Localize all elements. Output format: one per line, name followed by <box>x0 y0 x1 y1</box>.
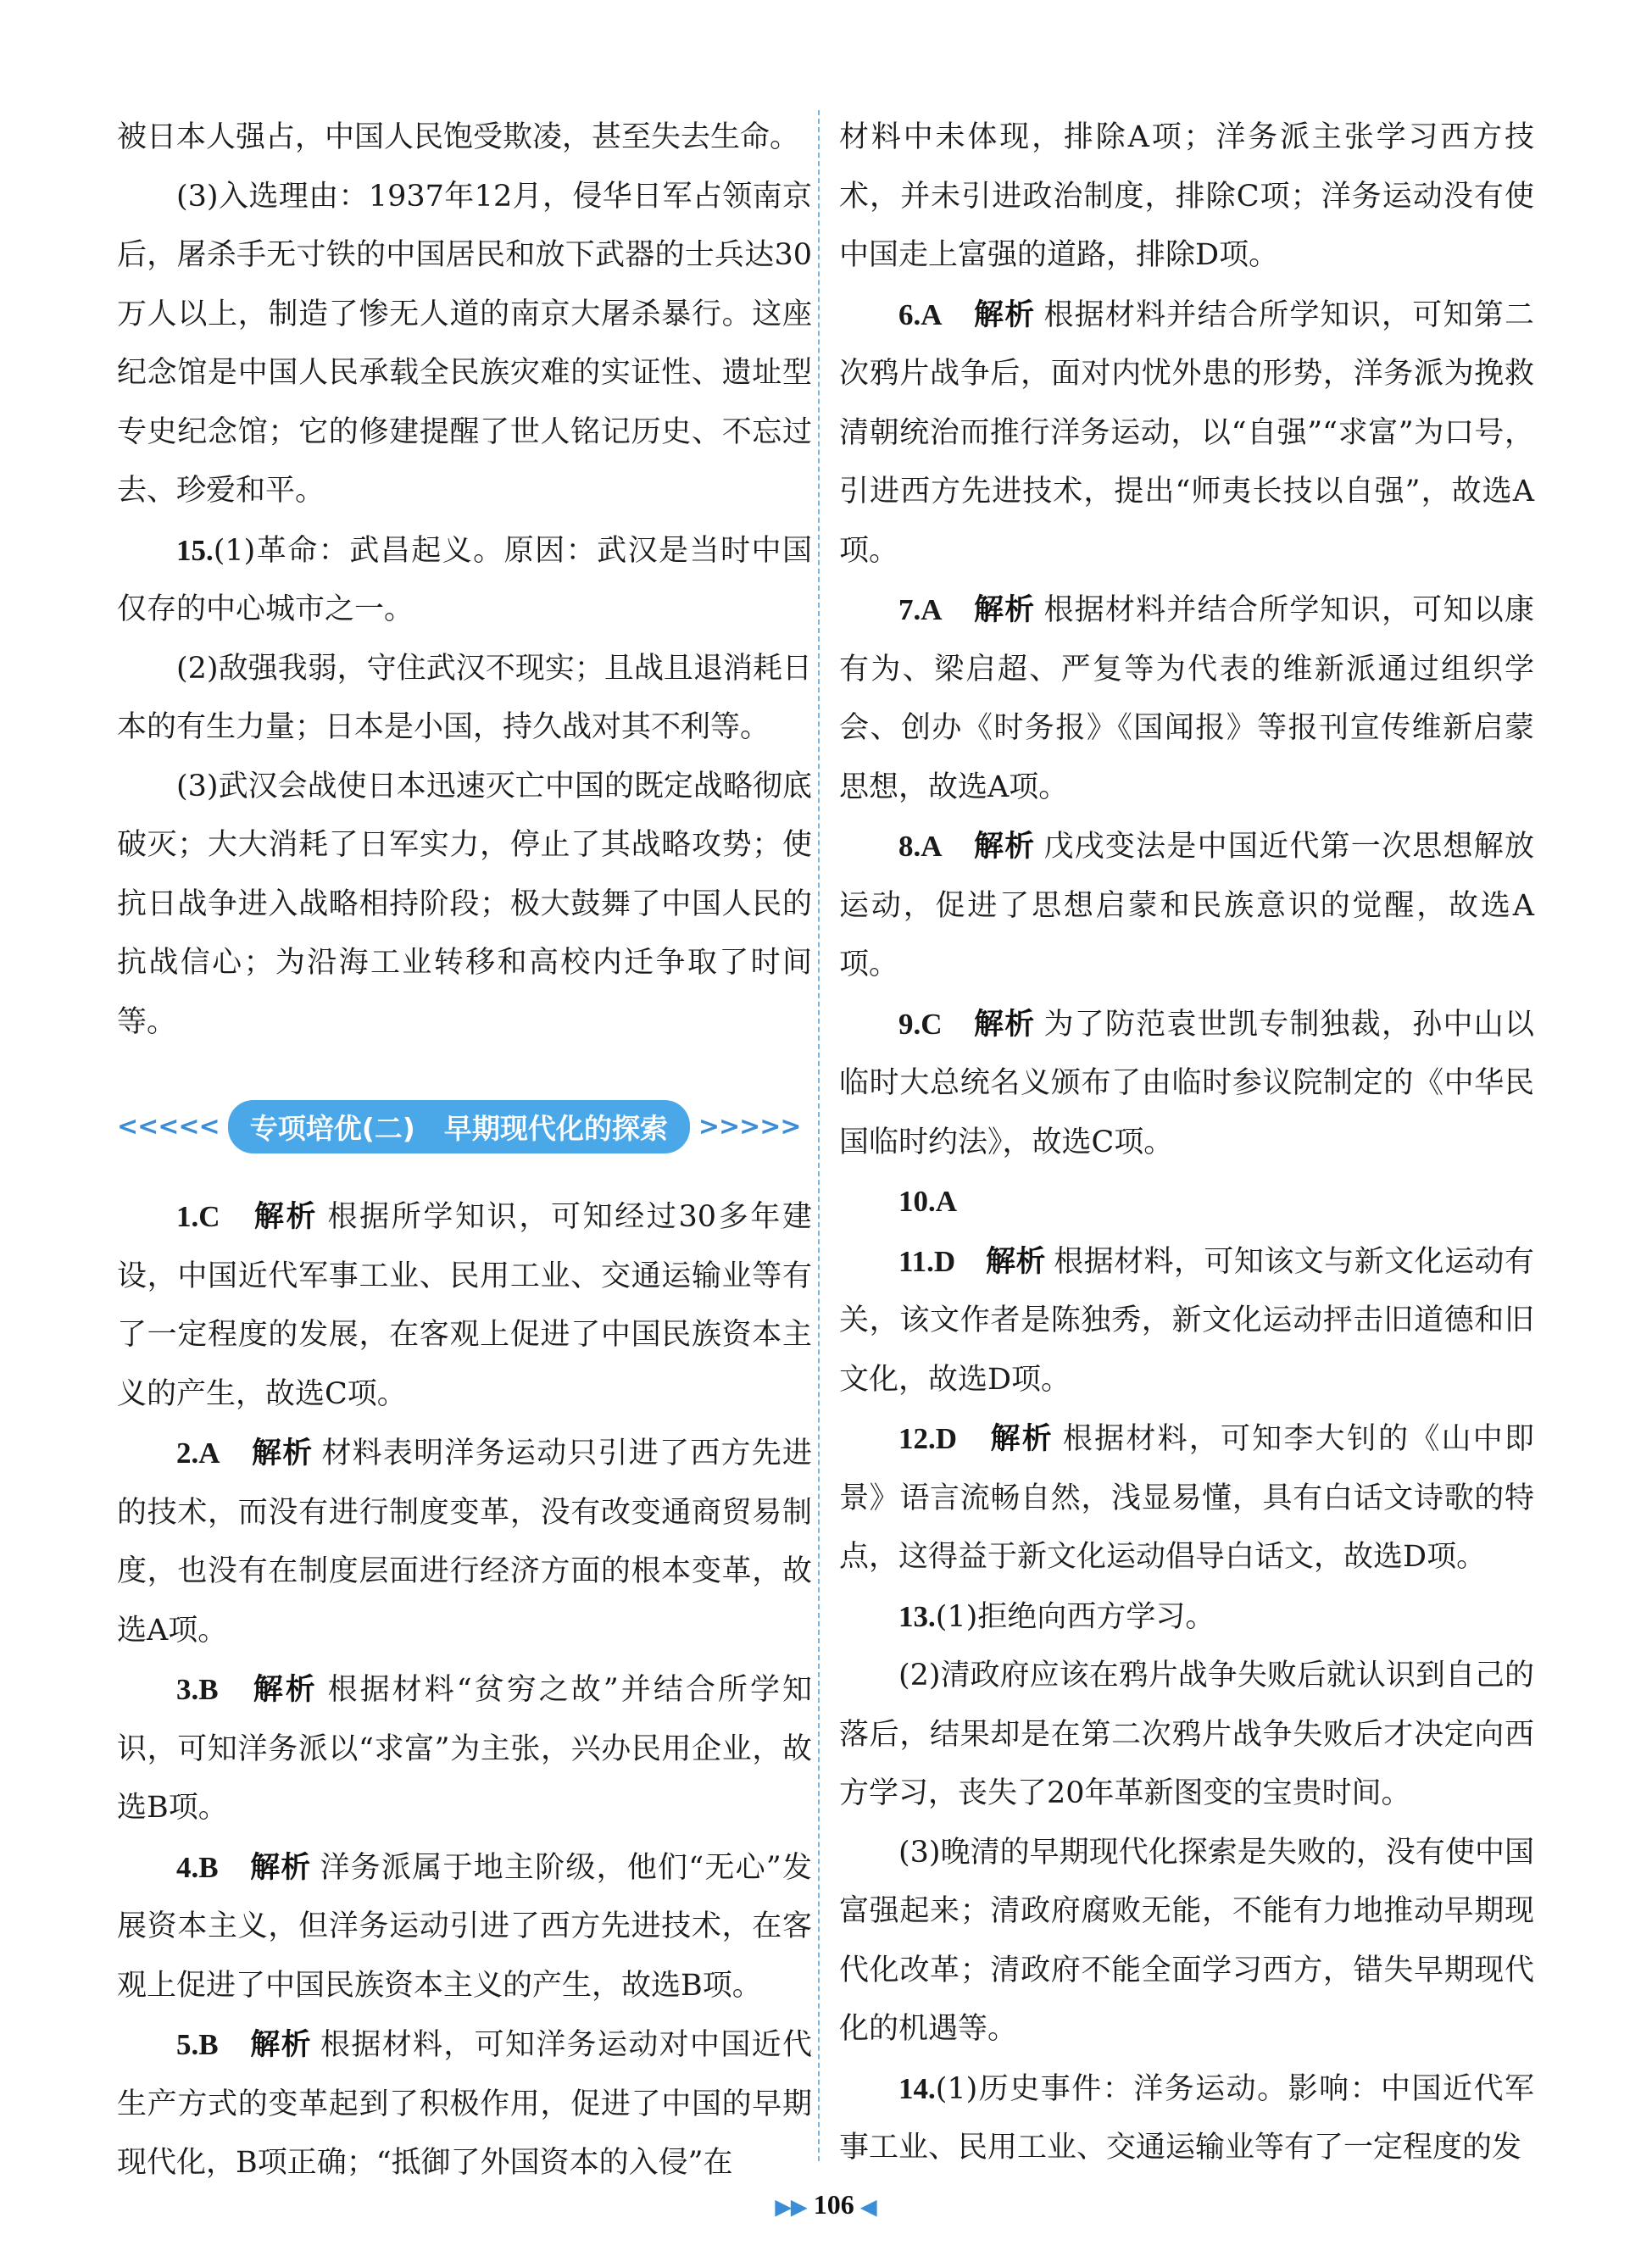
answer-item <box>839 581 1534 817</box>
answer-item <box>117 1838 812 2016</box>
answer-item <box>117 2015 812 2193</box>
question-number: 2. <box>176 1437 199 1470</box>
arrow-left-icon: ◀ <box>860 2197 877 2219</box>
analysis-text: 材料表明洋务运动只引进了西方先进的技术，而没有进行制度变革，没有改变通商贸易制度，也没有在制度层面进行经济方面的根本变革，故选A项。 <box>117 1437 812 1648</box>
answer-item <box>839 286 1534 581</box>
analysis-label: 解析 <box>974 297 1036 332</box>
right-column <box>839 108 1534 2178</box>
paragraph: (3)入选理由：1937年12月，侵华日军占领南京后，屠杀手无寸铁的中国居民和放下武器的士兵达30万人以上，制造了惨无人道的南京大屠杀暴行。这座纪念馆是中国人民承载全民族灾难的实证性、遗址型专史纪念馆；它的修建提醒了世人铭记历史、不忘过去、珍爱和平。 <box>117 179 812 508</box>
section-heading <box>117 1101 812 1152</box>
answer-choice: C <box>198 1200 220 1233</box>
question-13-part-1 <box>839 1587 1534 1648</box>
question-13-part-2: (2)清政府应该在鸦片战争失败后就认识到自己的落后，结果却是在第二次鸦片战争失败后才决定向西方学习，丧失了20年革新图变的宝贵时间。 <box>839 1659 1534 1810</box>
answer-choice: C <box>921 1007 943 1041</box>
question-13-part-3: (3)晚清的早期现代化探索是失败的，没有使中国富强起来；清政府腐败无能，不能有力地推动早期现代化改革；清政府不能全面学习西方，错失早期现代化的机遇等。 <box>839 1835 1534 2046</box>
question-number: 14. <box>898 2071 936 2105</box>
answer-item <box>839 1172 1534 1232</box>
analysis-label: 解析 <box>253 1200 319 1234</box>
answer-item <box>839 1409 1534 1587</box>
question-15-part-2: (2)敌强我弱，守住武汉不现实；且战且退消耗日本的有生力量；日本是小国，持久战对其不利等。 <box>117 651 812 744</box>
page-footer <box>0 2189 1652 2220</box>
question-number: 6. <box>898 297 921 331</box>
analysis-text: 根据材料“贫穷之故”并结合所学知识，可知洋务派以“求富”为主张，兴办民用企业，故选B项。 <box>117 1673 812 1825</box>
analysis-text: 根据材料，可知洋务运动对中国近代生产方式的变革起到了积极作用，促进了中国的早期现代化，B项正确；“抵御了外国资本的入侵”在 <box>117 2028 812 2180</box>
answer-item <box>839 995 1534 1173</box>
analysis-label: 解析 <box>974 1007 1036 1042</box>
analysis-label: 解析 <box>990 1422 1054 1456</box>
analysis-text: 洋务派属于地主阶级，他们“无心”发展资本主义，但洋务运动引进了西方先进技术，在客观上促进了中国民族资本主义的产生，故选B项。 <box>117 1850 812 2003</box>
question-number: 15. <box>176 533 214 567</box>
double-arrow-right-icon: ▶▶ <box>775 2197 807 2219</box>
answer-choice: A <box>935 1185 958 1218</box>
analysis-text: 根据材料并结合所学知识，可知第二次鸦片战争后，面对内忧外患的形势，洋务派为挽救清朝统治而推行洋务运动，以“自强”“求富”为口号，引进西方先进技术，提出“师夷长技以自强”，故选A项。 <box>839 297 1534 568</box>
analysis-text: 根据材料并结合所学知识，可知以康有为、梁启超、严复等为代表的维新派通过组织学会、创办《时务报》《国闻报》等报刊宣传维新启蒙思想，故选A项。 <box>839 593 1534 804</box>
answer-item <box>839 817 1534 995</box>
analysis-text: 根据所学知识，可知经过30多年建设，中国近代军事工业、民用工业、交通运输业等有了一定程度的发展，在客观上促进了中国民族资本主义的产生，故选C项。 <box>117 1200 812 1411</box>
answer-text: (1)历史事件：洋务运动。影响：中国近代军事工业、民用工业、交通运输业等有了一定程度的发 <box>839 2071 1534 2165</box>
question-number: 10. <box>898 1185 936 1218</box>
answer-choice: B <box>198 1673 219 1706</box>
analysis-text: 戊戌变法是中国近代第一次思想解放运动，促进了思想启蒙和民族意识的觉醒，故选A项。 <box>839 830 1534 981</box>
section-title: 早期现代化的探索 <box>443 1111 668 1145</box>
left-column <box>117 108 812 2193</box>
answer-item <box>839 1232 1534 1410</box>
answer-text: (1)革命：武昌起义。原因：武汉是当时中国仅存的中心城市之一。 <box>117 533 812 626</box>
answer-choice: B <box>198 2028 219 2061</box>
paragraph: 被日本人强占，中国人民饱受欺凌，甚至失去生命。 <box>117 120 800 154</box>
analysis-label: 解析 <box>250 1850 312 1885</box>
question-15-part-1 <box>117 521 812 640</box>
question-number: 11. <box>898 1244 934 1278</box>
analysis-text: 为了防范袁世凯专制独裁，孙中山以临时大总统名义颁布了由临时参议院制定的《中华民国临时约法》，故选C项。 <box>839 1007 1534 1159</box>
section-label: 专项培优(二) <box>249 1111 415 1145</box>
arrows-right-icon: >>>>> <box>698 1111 801 1142</box>
analysis-text: 根据材料，可知李大钊的《山中即景》语言流畅自然，浅显易懂，具有白话文诗歌的特点，这得益于新文化运动倡导白话文，故选D项。 <box>839 1422 1534 1574</box>
answer-choice: B <box>198 1850 219 1884</box>
answer-choice: A <box>921 830 943 863</box>
section-title-pill <box>228 1100 690 1153</box>
question-number: 7. <box>898 593 921 626</box>
answer-choice: D <box>933 1244 956 1278</box>
question-number: 13. <box>898 1599 936 1633</box>
answer-item <box>117 1187 812 1424</box>
analysis-label: 解析 <box>252 1437 314 1470</box>
question-number: 8. <box>898 830 921 863</box>
answer-item <box>117 1424 812 1660</box>
question-14-part-1 <box>839 2059 1534 2178</box>
answer-text: (1)拒绝向西方学习。 <box>935 1599 1215 1634</box>
analysis-label: 解析 <box>253 1673 318 1707</box>
analysis-label: 解析 <box>250 2028 312 2062</box>
answer-item <box>117 1660 812 1838</box>
question-15-part-3: (3)武汉会战使日本迅速灭亡中国的既定战略彻底破灭；大大消耗了日军实力，停止了其战略攻势；使抗日战争进入战略相持阶段；极大鼓舞了中国人民的抗战信心；为沿海工业转移和高校内迁争取了时间等。 <box>117 769 812 1039</box>
answer-choice: D <box>935 1422 958 1455</box>
question-number: 5. <box>176 2028 199 2061</box>
analysis-label: 解析 <box>986 1244 1046 1279</box>
question-number: 3. <box>176 1673 199 1706</box>
question-number: 1. <box>176 1200 199 1233</box>
answer-choice: A <box>921 593 943 626</box>
column-divider <box>818 110 820 2161</box>
page-number: 106 <box>813 2189 854 2220</box>
question-number: 9. <box>898 1007 921 1041</box>
analysis-label: 解析 <box>974 830 1036 864</box>
analysis-label: 解析 <box>974 593 1036 627</box>
paragraph: 材料中未体现，排除A项；洋务派主张学习西方技术，并未引进政治制度，排除C项；洋务运动没有使中国走上富强的道路，排除D项。 <box>839 120 1534 272</box>
arrows-left-icon: <<<<< <box>117 1111 220 1142</box>
answer-choice: A <box>198 1437 220 1470</box>
answer-choice: A <box>921 297 943 331</box>
question-number: 4. <box>176 1850 199 1884</box>
analysis-text: 根据材料，可知该文与新文化运动有关，该文作者是陈独秀，新文化运动抨击旧道德和旧文化，故选D项。 <box>839 1244 1534 1397</box>
question-number: 12. <box>898 1422 936 1455</box>
